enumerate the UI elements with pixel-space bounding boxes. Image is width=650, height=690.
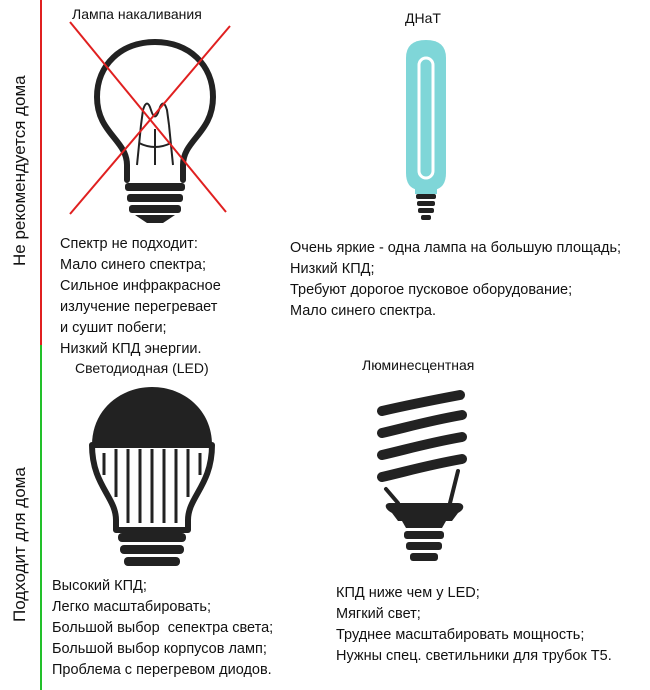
cfl-spiral-bulb-icon: [368, 385, 478, 570]
hps-line-3: Требуют дорогое пусковое оборудование;: [290, 282, 573, 298]
side-label-not-recommended: Не рекомендуется дома: [10, 75, 29, 266]
incandescent-line-5: и сушит побеги;: [60, 320, 167, 336]
not-recommended-divider: [40, 0, 42, 345]
incandescent-line-6: Низкий КПД энергии.: [60, 341, 202, 357]
incandescent-line-1: Спектр не подходит:: [60, 236, 198, 252]
fluorescent-line-3: Труднее масштабировать мощность;: [336, 627, 585, 643]
fluorescent-description: [336, 583, 612, 667]
led-line-4: Большой выбор корпусов ламп;: [52, 641, 267, 657]
led-line-2: Легко масштабировать;: [52, 599, 211, 615]
incandescent-description: [60, 234, 221, 360]
hps-line-4: Мало синего спектра.: [290, 303, 436, 319]
suitable-divider: [40, 345, 42, 690]
fluorescent-title: Люминесцентная: [362, 357, 475, 373]
led-bulb-icon: [82, 385, 222, 575]
led-line-5: Проблема с перегревом диодов.: [52, 662, 272, 678]
fluorescent-line-4: Нужны спец. светильники для трубок Т5.: [336, 648, 612, 664]
cross-icon: [66, 18, 236, 218]
hps-title: ДНаТ: [405, 10, 441, 26]
led-line-3: Большой выбор сепектра света;: [52, 620, 274, 636]
fluorescent-line-1: КПД ниже чем у LED;: [336, 585, 480, 601]
hps-line-1: Очень яркие - одна лампа на большую площадь;: [290, 240, 622, 256]
hps-lamp-icon: [396, 38, 456, 228]
incandescent-line-4: излучение перегревает: [60, 299, 218, 315]
incandescent-line-3: Сильное инфракрасное: [60, 278, 221, 294]
incandescent-line-2: Мало синего спектра;: [60, 257, 206, 273]
incandescent-title: Лампа накаливания: [72, 6, 202, 22]
led-title: Светодиодная (LED): [75, 360, 209, 376]
led-line-1: Высокий КПД;: [52, 578, 147, 594]
led-description: [52, 576, 273, 681]
hps-line-2: Низкий КПД;: [290, 261, 375, 277]
hps-description: [290, 238, 621, 322]
fluorescent-line-2: Мягкий свет;: [336, 606, 421, 622]
side-label-suitable: Подходит для дома: [10, 467, 29, 622]
